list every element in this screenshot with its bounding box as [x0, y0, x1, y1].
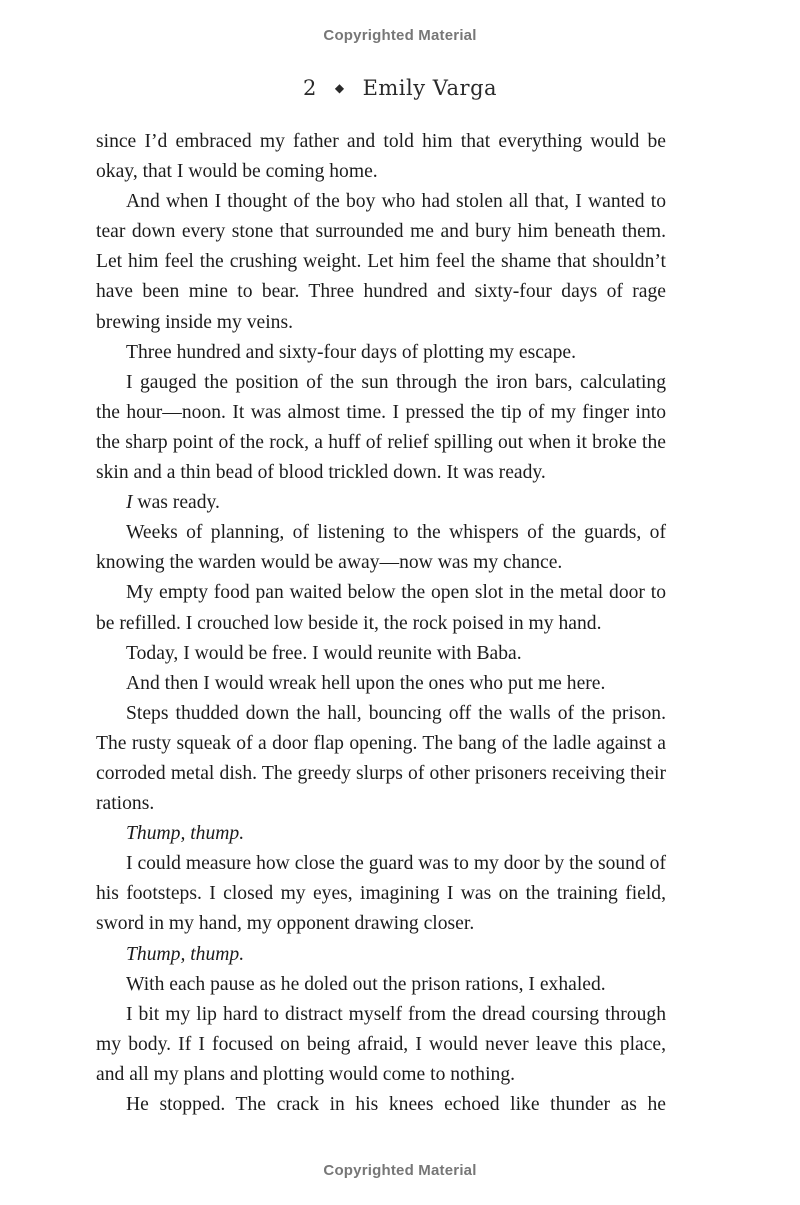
paragraph: Weeks of planning, of listening to the whispers of the guards, of knowing the warden would be away—now was my chance. [96, 522, 666, 574]
paragraph: I gauged the position of the sun through the iron bars, calculating the hour—noon. It was almost time. I pressed the tip of my finger into the sharp point of the rock, a huff of relief spilling out when it broke the skin and a thin bead of blood trickled down. It was ready. [96, 371, 666, 484]
paragraph [96, 488, 666, 518]
diamond-separator-icon: ◆ [334, 81, 345, 95]
italic-text: I [126, 492, 133, 514]
paragraph: Steps thudded down the hall, bouncing off the walls of the prison. The rusty squeak of a door flap opening. The bang of the ladle against a corroded metal dish. The greedy slurps of other prisoners receiving their rations. [96, 702, 666, 815]
paragraph: Three hundred and sixty-four days of plotting my escape. [126, 341, 576, 363]
paragraph: I bit my lip hard to distract myself from the dread coursing through my body. If I focused on being afraid, I would never leave this place, and all my plans and plotting would come to nothing. [96, 1003, 666, 1085]
copyright-watermark-bottom: Copyrighted Material [323, 1162, 477, 1179]
paragraph: With each pause as he doled out the prison rations, I exhaled. [126, 973, 606, 995]
paragraph-text: was ready. [132, 492, 220, 514]
page-number: 2 [302, 76, 317, 100]
paragraph: And then I would wreak hell upon the ones who put me here. [126, 672, 606, 694]
paragraph: Today, I would be free. I would reunite with Baba. [126, 642, 522, 664]
paragraph: He stopped. The crack in his knees echoed like thunder as he [126, 1094, 666, 1115]
paragraph: I could measure how close the guard was to my door by the sound of his footsteps. I closed my eyes, imagining I was on the training field, sword in my hand, my opponent drawing closer. [96, 853, 666, 935]
body-text [96, 127, 666, 1120]
paragraph [96, 819, 666, 849]
paragraph [96, 940, 666, 970]
paragraph: since I’d embraced my father and told him that everything would be okay, that I would be coming home. [96, 131, 666, 183]
author-name: Emily Varga [362, 76, 498, 100]
italic-text: Thump, thump. [126, 823, 245, 845]
running-header [0, 76, 800, 100]
paragraph: And when I thought of the boy who had stolen all that, I wanted to tear down every stone that surrounded me and bury him beneath them. Let him feel the crushing weight. Let him feel the shame that shouldn’t have been mine to bear. Three hundred and sixty-four days of rage brewing inside my veins. [96, 191, 666, 333]
italic-text: Thump, thump. [126, 943, 245, 965]
copyright-watermark-top: Copyrighted Material [323, 27, 477, 44]
paragraph: My empty food pan waited below the open slot in the metal door to be refilled. I crouched low beside it, the rock poised in my hand. [96, 582, 666, 634]
